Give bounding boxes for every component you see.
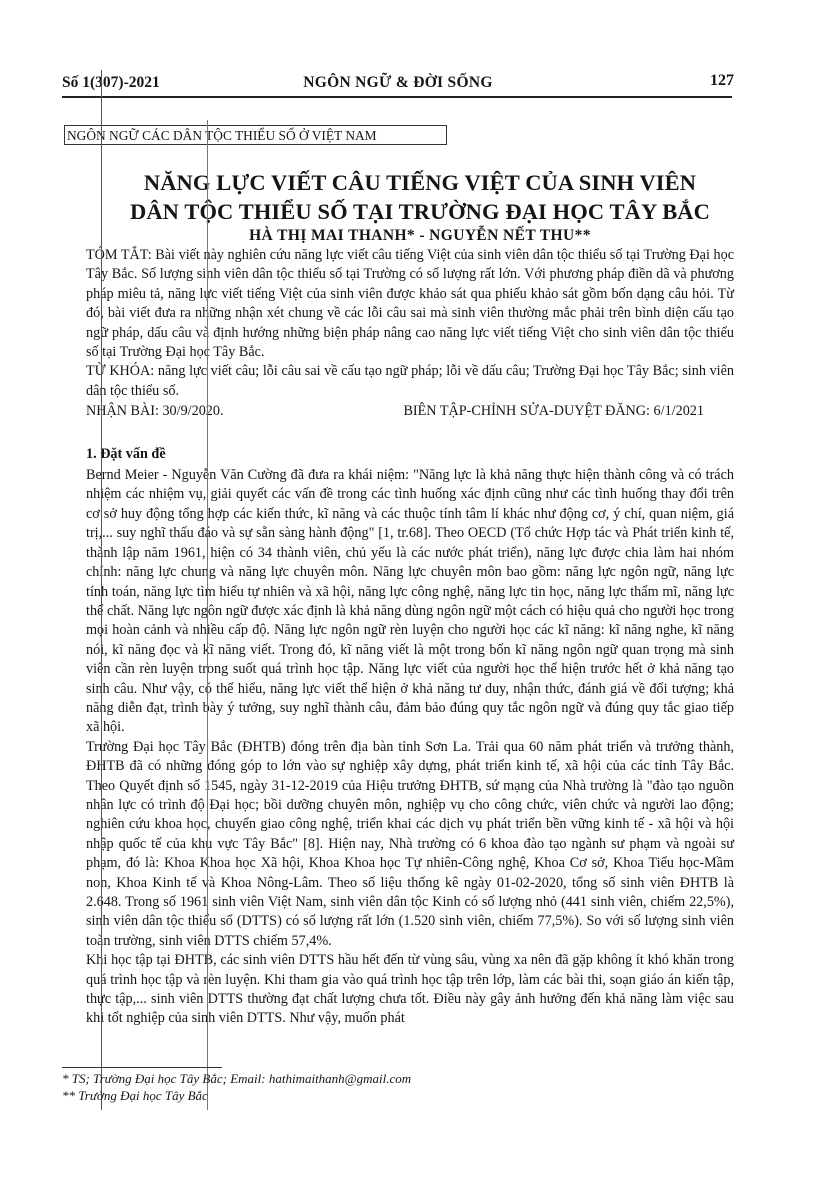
page-number: 127 — [710, 72, 734, 89]
footnote-2: ** Trường Đại học Tây Bắc — [62, 1088, 208, 1103]
article-body — [86, 246, 734, 1029]
title-line-1: NĂNG LỰC VIẾT CÂU TIẾNG VIỆT CỦA SINH VIÊN — [143, 170, 697, 195]
title-line-2: DÂN TỘC THIỂU SỐ TẠI TRƯỜNG ĐẠI HỌC TÂY BẮC — [129, 199, 711, 224]
keywords: TỪ KHÓA: năng lực viết câu; lỗi câu sai về cấu tạo ngữ pháp; lỗi về dấu câu; Trường Đại học Tây Bắc; sinh viên dân tộc thiểu số. — [86, 363, 734, 399]
issue-number: Số 1(307)-2021 — [62, 74, 160, 91]
article-title — [80, 168, 760, 226]
section-label: NGÔN NGỮ CÁC DÂN TỘC THIỂU SỐ Ở VIỆT NAM — [64, 125, 447, 145]
body-paragraph: Khi học tập tại ĐHTB, các sinh viên DTTS hầu hết đến từ vùng sâu, vùng xa nên đã gặp không ít khó khăn trong quá trình học tập và rèn luyện. Khi tham gia vào quá trình học tập trên lớp, làm các bài thi, soạn giáo án kiến tập, thực tập,... sinh viên DTTS thường đạt chất lượng chưa tốt. Điều này gây ảnh hưởng đến khả năng làm việc sau khi tốt nghiệp của sinh viên DTTS. Như vậy, muốn phát — [86, 952, 734, 1027]
body-paragraph: Bernd Meier - Nguyễn Văn Cường đã đưa ra khái niệm: "Năng lực là khả năng thực hiện thành công và có trách nhiệm các nhiệm vụ, giải quyết các vấn đề trong các tình huống xác định cũng như các tình huống thay đổi trên cơ sở huy động tổng hợp các kiến thức, kĩ năng và các thuộc tính tâm lí khác như động cơ, ý chí, quan niệm, giá trị,... suy nghĩ thấu đáo và sự sẵn sàng hành động" [1, tr.68]. Theo OECD (Tổ chức Hợp tác và Phát triển kinh tế, thành lập năm 1961, hiện có 34 thành viên, chủ yếu là các nước phát triển), năng lực được chia làm hai nhóm chính: năng lực chung và năng lực chuyên môn. Năng lực chuyên môn bao gồm: năng lực ngôn ngữ, năng lực tính toán, năng lực tìm hiểu tự nhiên và xã hội, năng lực công nghệ, năng lực tin học, năng lực thẩm mĩ, năng lực thể chất. Năng lực ngôn ngữ được xác định là khả năng dùng ngôn ngữ một cách có hiệu quả cho người học trong mọi hoàn cảnh và nhiều cấp độ. Năng lực ngôn ngữ rèn luyện cho người học các kĩ năng: kĩ năng nghe, kĩ năng nói, kĩ năng đọc và kĩ năng viết. Trong đó, kĩ năng viết là một trong bốn kĩ năng ngôn ngữ quan trọng mà sinh viên cần rèn luyện trong suốt quá trình học tập. Năng lực viết của người học thể hiện trước hết ở khả năng tạo sinh câu. Như vậy, có thể hiểu, năng lực viết thể hiện ở khả năng tư duy, nhận thức, đánh giá về đối tượng; khả năng diễn đạt, trình bày ý tưởng, suy nghĩ thành câu, đảm bảo đúng quy tắc ngôn ngữ và đúng quy tắc giao tiếp xã hội. — [86, 467, 734, 736]
scan-crease-line — [101, 70, 102, 1110]
scan-crease-line — [207, 120, 208, 1110]
body-paragraph: Trường Đại học Tây Bắc (ĐHTB) đóng trên địa bàn tỉnh Sơn La. Trải qua 60 năm phát triển và trưởng thành, ĐHTB đã có những đóng góp to lớn vào sự nghiệp xây dựng, phát triển kinh tế, xã hội của các tỉnh Tây Bắc. Theo Quyết định số 1545, ngày 31-12-2019 của Hiệu trưởng ĐHTB, sứ mạng của Nhà trường là "đào tạo nguồn nhân lực có trình độ Đại học; bồi dưỡng chuyên môn, nghiệp vụ cho công chức, viên chức và người lao động; nghiên cứu khoa học, chuyển giao công nghệ, triển khai các dịch vụ phát triển bền vững kinh tế - xã hội và hội nhập quốc tế của khu vực Tây Bắc" [8]. Hiện nay, Nhà trường có 6 khoa đào tạo ngành sư phạm và ngoài sư phạm, đó là: Khoa Khoa học Xã hội, Khoa Khoa học Tự nhiên-Công nghệ, Khoa Cơ sở, Khoa Tiểu học-Mầm non, Khoa Kinh tế và Khoa Nông-Lâm. Theo số liệu thống kê ngày 01-02-2020, tổng số sinh viên ĐHTB là 2.648. Trong số 1961 sinh viên Việt Nam, sinh viên dân tộc Kinh có số lượng nhỏ (441 sinh viên, chiếm 22,5%), sinh viên dân tộc thiểu số (DTTS) có số lượng rất lớn (1.520 sinh viên, chiếm 77,5%). So với số lượng sinh viên toàn trường, sinh viên DTTS chiếm 57,4%. — [86, 738, 734, 949]
header-rule — [62, 96, 732, 98]
article-authors: HÀ THỊ MAI THANH* - NGUYỄN NẾT THU** — [249, 227, 591, 244]
footnote-1: * TS; Trường Đại học Tây Bắc; Email: hathimaithanh@gmail.com — [62, 1071, 412, 1086]
edited-date: BIÊN TẬP-CHỈNH SỬA-DUYỆT ĐĂNG: 6/1/2021 — [403, 403, 704, 420]
received-date: NHẬN BÀI: 30/9/2020. — [86, 403, 224, 420]
submission-dates — [86, 402, 734, 421]
footnote-rule — [62, 1067, 222, 1068]
running-header — [62, 70, 734, 94]
abstract: TÓM TẮT: Bài viết này nghiên cứu năng lực viết câu tiếng Việt của sinh viên dân tộc thiểu số tại Trường Đại học Tây Bắc. Số lượng sinh viên dân tộc thiểu số tại Trường có số lượng rất lớn. Với phương pháp điền dã và phương pháp miêu tả, năng lực viết tiếng Việt của sinh viên được khảo sát qua phiếu khảo sát gồm bốn dạng câu hỏi. Từ đó, bài viết đưa ra những nhận xét chung về các lỗi câu sai mà sinh viên thường mắc phải trên bình diện cấu tạo ngữ pháp, dấu câu và định hướng những biện pháp nâng cao năng lực viết tiếng Việt cho sinh viên dân tộc thiểu số tại Trường Đại học Tây Bắc. — [86, 247, 734, 361]
section-heading: 1. Đặt vấn đề — [86, 445, 166, 462]
journal-name: NGÔN NGỮ & ĐỜI SỐNG — [303, 74, 493, 91]
footnotes — [62, 1070, 582, 1104]
